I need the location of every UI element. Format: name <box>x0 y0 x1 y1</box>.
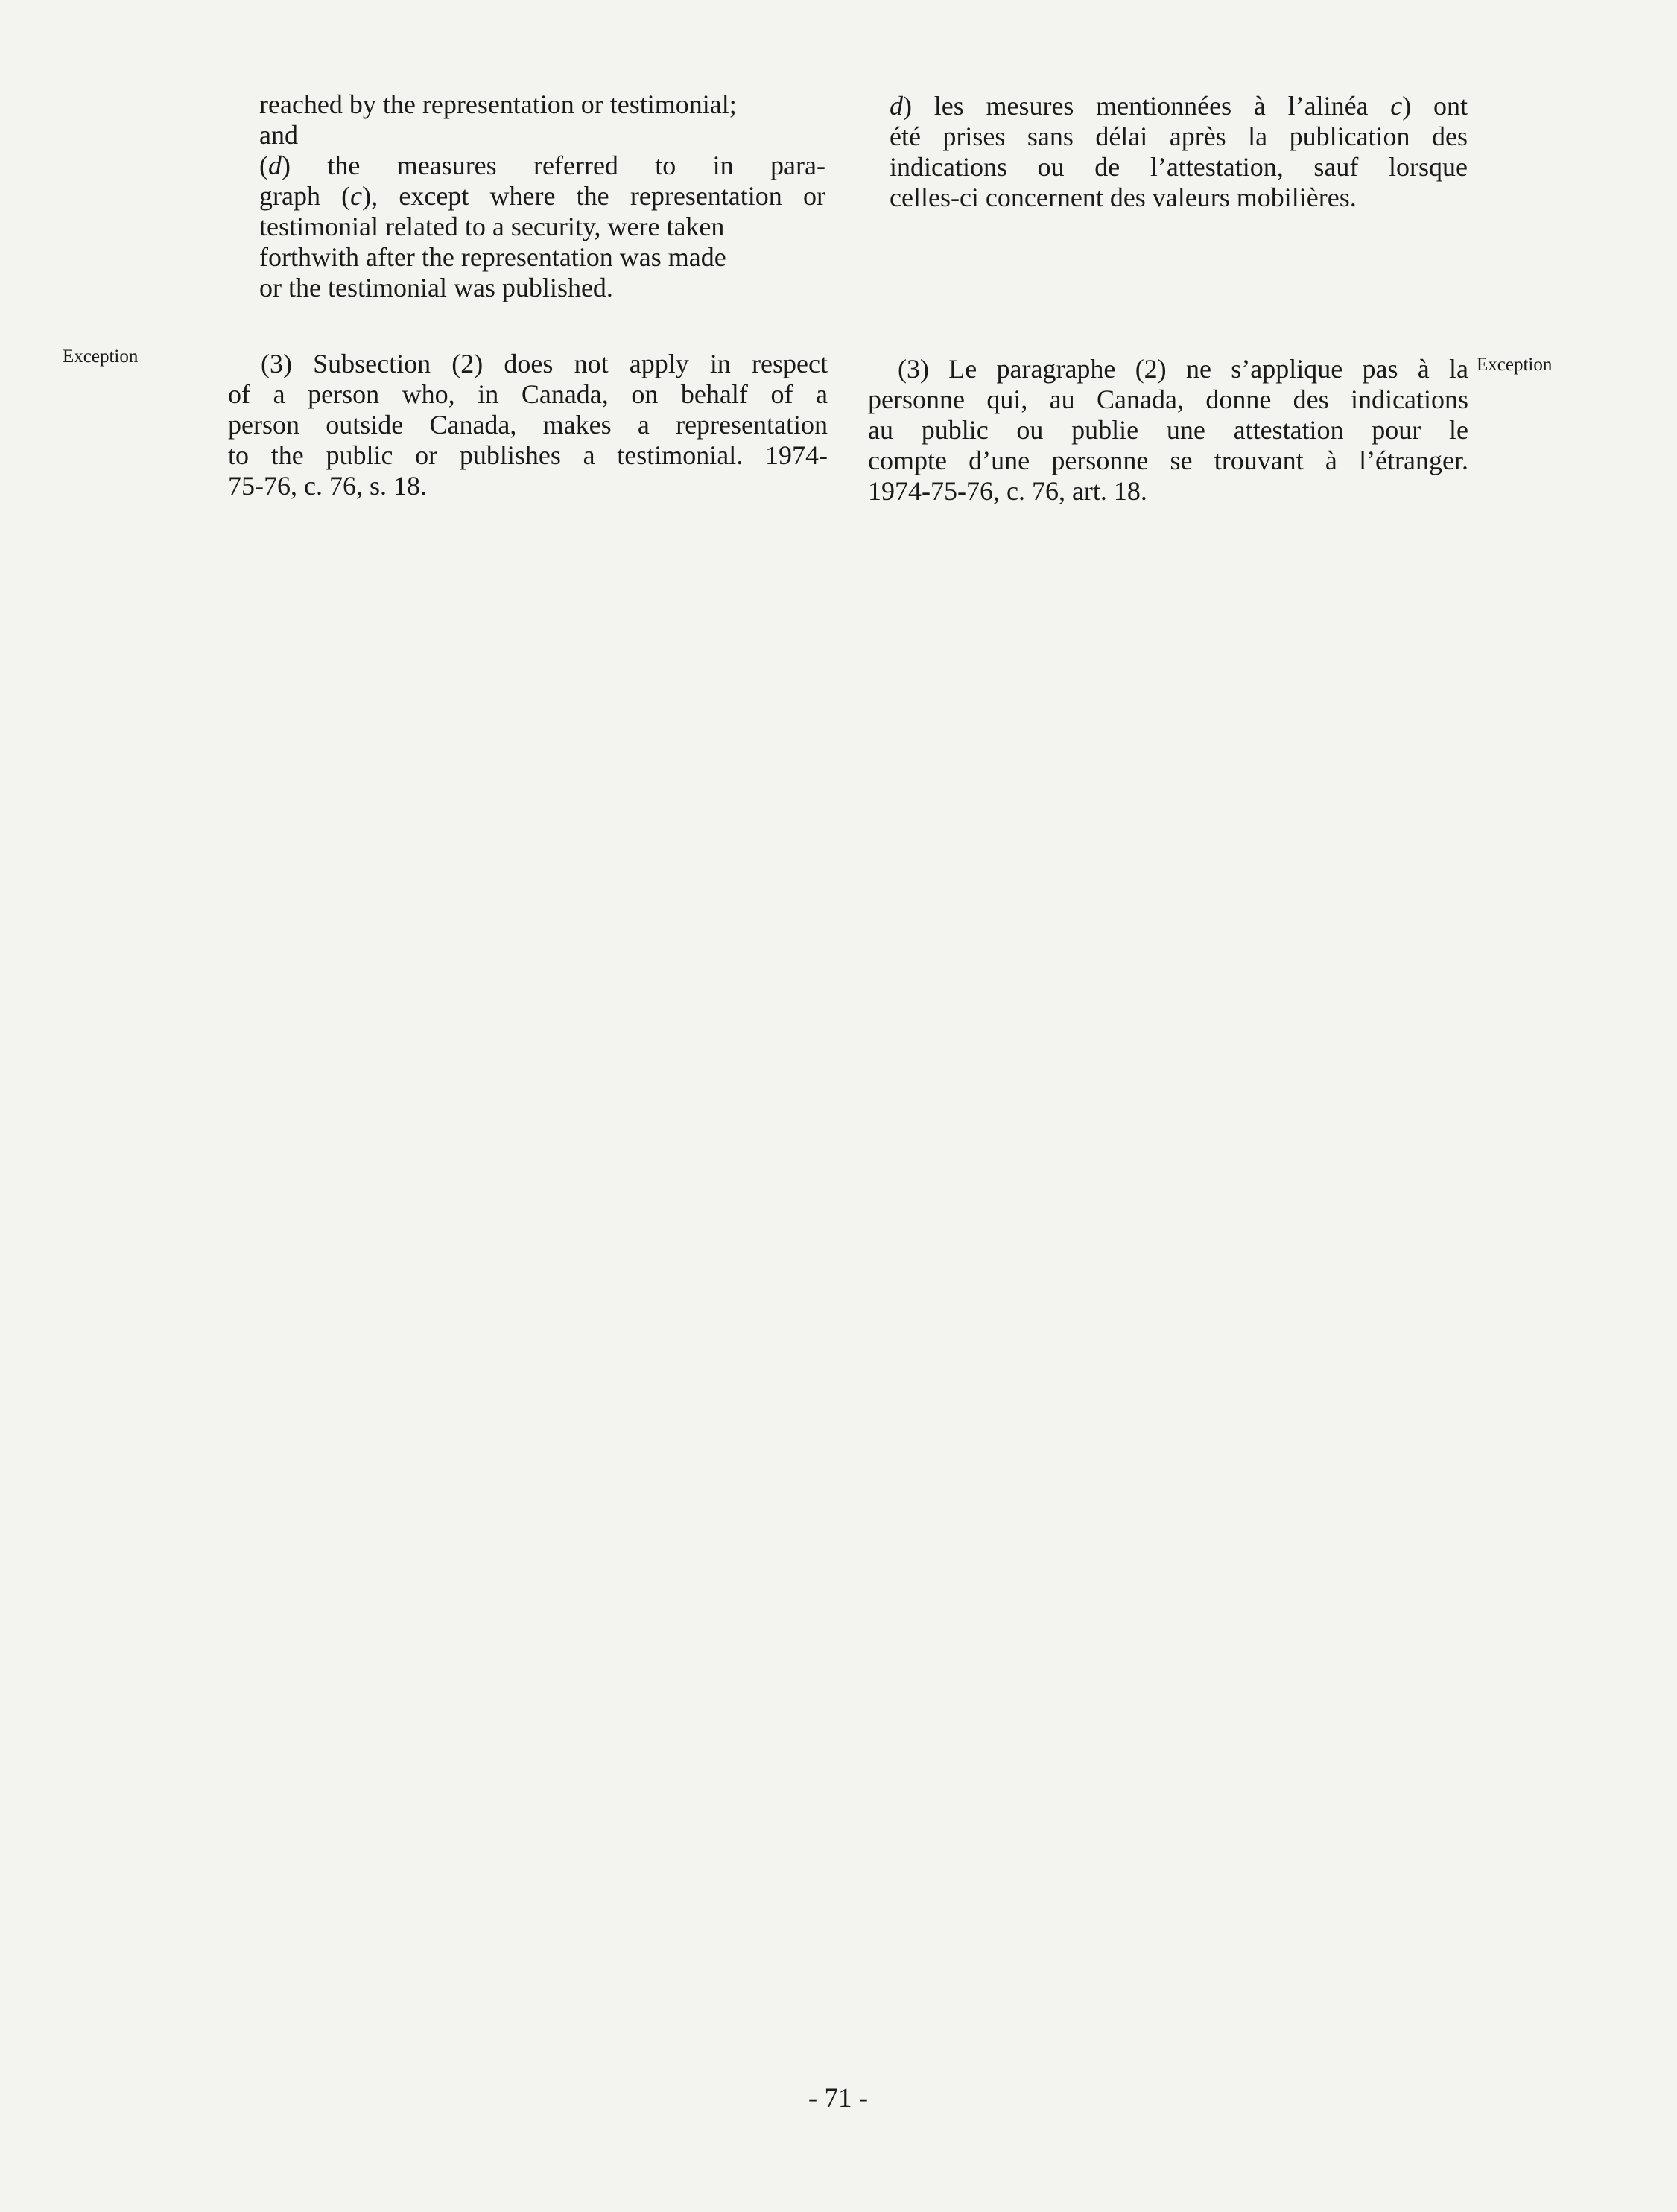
french-alinea-d-line1-post: ) ont <box>1402 91 1468 121</box>
french-alinea-d-line4: celles-ci concernent des valeurs mobilières. <box>890 183 1357 212</box>
french-par3-line1: (3) Le paragraphe (2) ne s’applique pas à la <box>898 354 1468 384</box>
english-para-c-end-line2: and <box>259 120 298 150</box>
english-para-d-line2-ref: c <box>350 181 363 211</box>
right-margin-note: Exception <box>1477 355 1553 375</box>
english-para-d-label: d <box>268 150 282 180</box>
french-alinea-d-line2: été prises sans délai après la publication des <box>890 121 1468 151</box>
english-para-d-line2-post: ), except where the representation or <box>362 181 825 211</box>
english-sub3-line4: to the public or publishes a testimonial. 1974- <box>228 440 828 470</box>
english-para-d-line3: testimonial related to a security, were taken <box>259 212 725 241</box>
english-subsection-3 <box>228 349 828 501</box>
english-sub3-line2: of a person who, in Canada, on behalf of a <box>228 379 828 409</box>
english-sub3-line1: (3) Subsection (2) does not apply in respect <box>261 349 828 378</box>
french-par3-line4: compte d’une personne se trouvant à l’étranger. <box>868 446 1468 475</box>
french-par3-line5: 1974-75-76, c. 76, art. 18. <box>868 476 1147 506</box>
english-para-c-end-line1: reached by the representation or testimonial; <box>259 89 737 119</box>
english-para-d-line2-pre: graph ( <box>259 181 351 211</box>
english-sub3-line5: 75-76, c. 76, s. 18. <box>228 471 427 501</box>
english-para-d-line1-text: the measures referred to in para- <box>291 150 825 180</box>
english-para-d-line2 <box>259 181 825 212</box>
english-top-block <box>259 89 825 303</box>
french-alinea-d-line3: indications ou de l’attestation, sauf lorsque <box>890 152 1468 182</box>
french-alinea-d-line1-ref: c <box>1390 91 1403 121</box>
french-par3-line2: personne qui, au Canada, donne des indications <box>868 384 1468 414</box>
english-para-d-line1: (d) the measures referred to in para- <box>259 150 825 180</box>
page-number: - 71 - <box>808 2083 869 2114</box>
french-paragraphe-3 <box>868 354 1468 507</box>
french-alinea-d-label: d <box>890 91 903 121</box>
french-top-block <box>890 91 1468 213</box>
english-para-d-line5: or the testimonial was published. <box>259 273 613 302</box>
english-sub3-line3: person outside Canada, makes a representation <box>228 410 828 440</box>
french-alinea-d-line1-pre: les mesures mentionnées à l’alinéa <box>912 91 1391 121</box>
french-alinea-d-line1: d) les mesures mentionnées à l’alinéa c) ont <box>890 91 1468 121</box>
left-margin-note: Exception <box>63 346 139 367</box>
english-para-d-line4: forthwith after the representation was made <box>259 242 726 272</box>
french-par3-line3: au public ou publie une attestation pour le <box>868 415 1468 445</box>
